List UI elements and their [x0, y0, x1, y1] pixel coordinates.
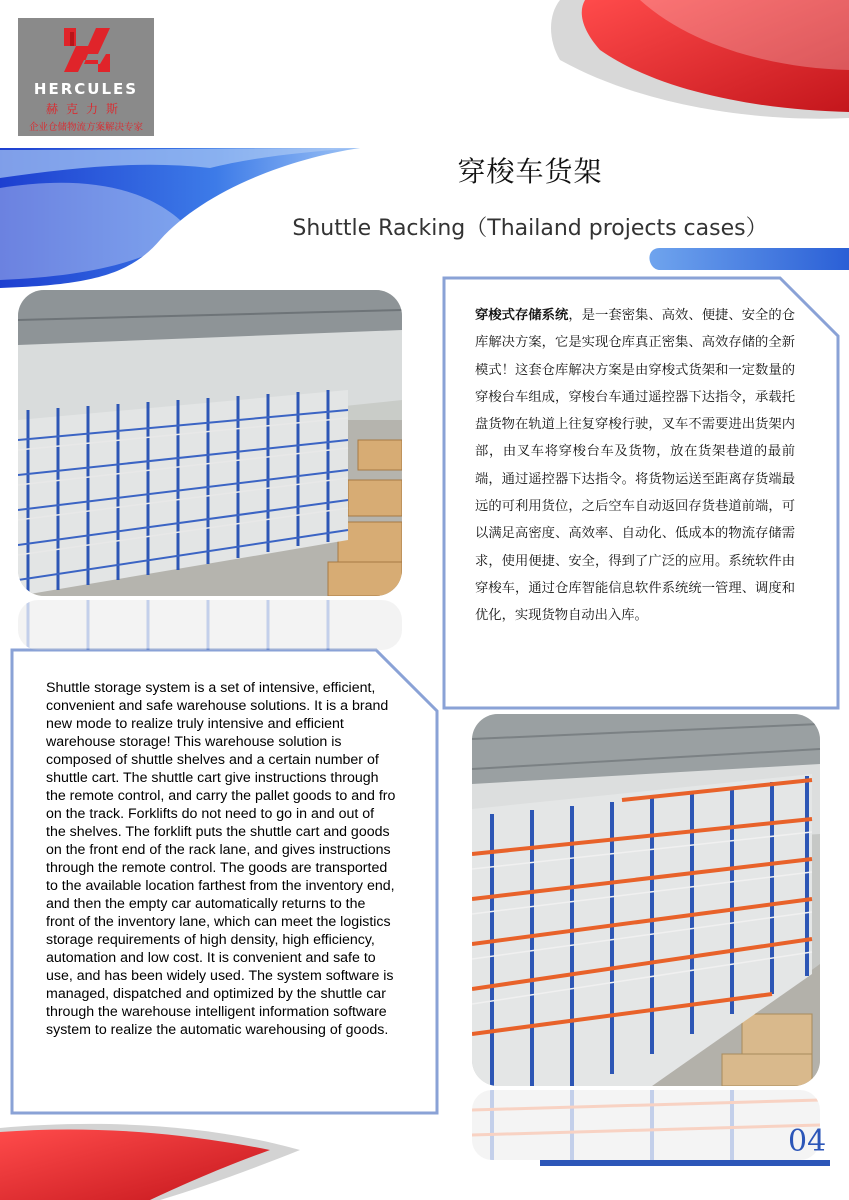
chinese-description-body: ，是一套密集、高效、便捷、安全的仓库解决方案，它是实现仓库真正密集、高效存储的全新模式！这套仓库解决方案是由穿梭式货架和一定数量的穿梭台车组成，穿梭台车通过遥控器下达指令，承载托盘货物在轨道上往复穿梭行驶，叉车不需要进出货架内部，由叉车将穿梭台车及货物，放在货架巷道的最前端，通过遥控器下达指令。将货物运送至距离存货端最远的可利用货位，之后空车自动返回存货巷道前端，可以满足高密度、高效率、自动化、低成本的物流存储需求，使用便捷、安全，得到了广泛的应用。系统软件由穿梭车，通过仓库智能信息软件系统统一管理、调度和优化，实现货物自动出入库。 — [475, 308, 796, 624]
bottom-left-red-swoosh — [0, 1124, 300, 1200]
logo-tagline: 企业仓储物流方案解决专家 — [28, 122, 143, 133]
chinese-description — [475, 302, 795, 630]
hercules-h-logo-icon — [62, 26, 112, 74]
company-logo — [18, 18, 154, 136]
english-description: Shuttle storage system is a set of intensive, efficient, convenient and safe warehouse solutions. It is a brand new mode to realize truly intensive and efficient warehouse storage! This warehouse solution is composed of shuttle shelves and a certain number of shuttle cart. The shuttle cart give instructions through the remote control, and carry the pallet goods to and fro on the track. Forklifts do not need to go in and out of the shelves. The forklift puts the shuttle cart and goods on the front end of the rack lane, and gives instructions through the remote control. The goods are transported to the available location farthest from the inventory end, and then the empty car automatically returns to the front of the inventory lane, which can meet the logistics storage requirements of high density, high efficiency, automation and low cost. It is convenient and safe to use, and has been widely used. The system software is managed, dispatched and optimized by the shuttle car through the warehouse intelligent information software system to realize the automatic warehousing of goods. — [46, 680, 396, 1038]
warehouse-photo-2 — [472, 714, 820, 1086]
chinese-description-lead: 穿梭式存储系统 — [475, 308, 569, 323]
bottom-blue-line — [540, 1160, 830, 1166]
warehouse-photo-1 — [18, 290, 402, 596]
top-right-red-swoosh — [551, 0, 849, 119]
logo-name-cn: 赫克力斯 — [45, 102, 126, 116]
logo-name: HERCULES — [33, 80, 139, 98]
page-number: 04 — [788, 1124, 827, 1159]
page-title-en: Shuttle Racking（Thailand projects cases） — [292, 216, 768, 241]
warehouse-photo-2-reflection — [472, 1090, 820, 1160]
right-blue-bar — [649, 248, 849, 270]
page-title-cn: 穿梭车货架 — [457, 155, 603, 188]
warehouse-photo-1-reflection — [18, 600, 402, 650]
